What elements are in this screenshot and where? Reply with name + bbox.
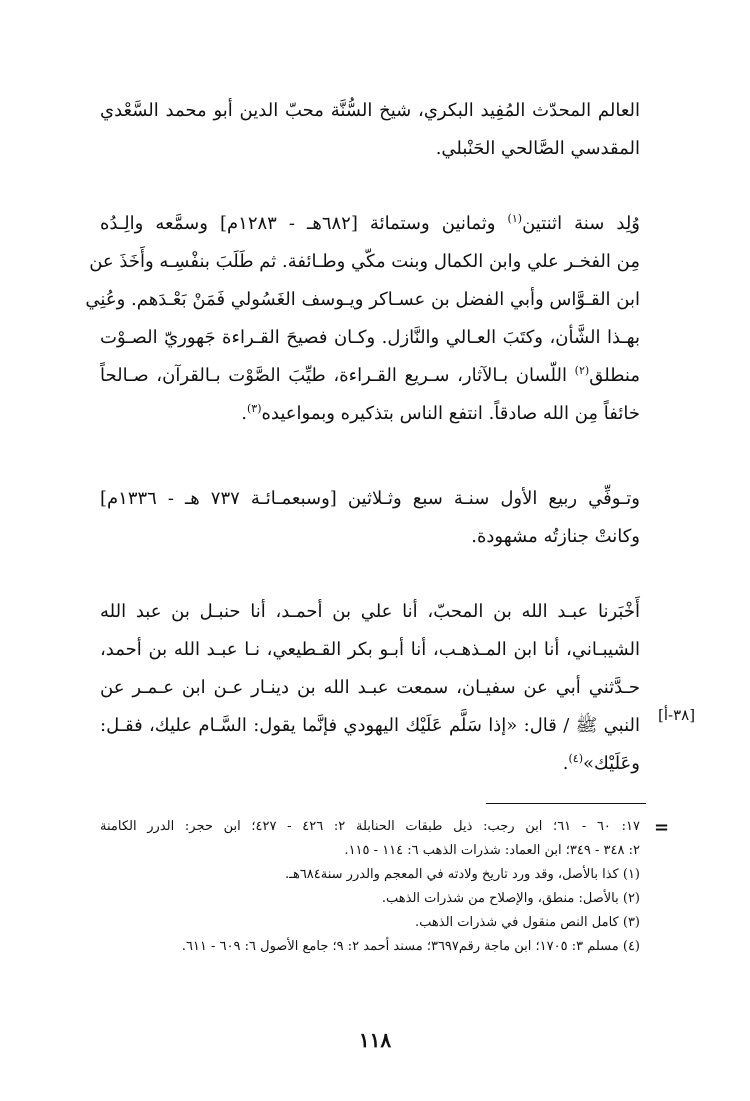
paragraph-biography-intro (100, 92, 640, 168)
text-line: وتـوفِّي ربيع الأول سنـة سبع وثـلاثين [وسبعمـائـة ٧٣٧ هـ - ١٣٣٦م] (100, 488, 641, 509)
text-line: وُلِد سنة اثنتين$^{(١)}$ وثمانين وستمائة [٦٨٢هـ - ١٢٨٣م] وسمَّعه والِـدُه (100, 212, 640, 234)
text-line: وعَلَيْك»$^{(٤)}$. (562, 752, 640, 774)
paragraph-birth-and-study (85, 205, 640, 433)
footnote-line: ٢: ٣٤٨ - ٣٤٩؛ ابن العماد: شذرات الذهب ٦: ١١٤ - ١١٥. (344, 843, 640, 858)
text-line: العالم المحدّث المُفِيد البكري، شيخ السُّنَّة محبّ الدين أبو محمد السَّعْدي (100, 100, 640, 121)
footnote-3: (٣) كامل النص منقول في شذرات الذهب. (415, 915, 640, 930)
footnote-ref[interactable]: (٢) (574, 364, 590, 377)
footnote-continuation-marker: = (654, 817, 670, 838)
page-number: ١١٨ (358, 1028, 392, 1052)
footnote-separator (486, 803, 646, 804)
footnote-1: (١) كذا بالأصل، وقد ورد تاريخ ولادته في المعجم والدرر سنة٦٨٤هـ. (285, 867, 640, 882)
text-line: أَخْبَرنا عبـد الله بن المحبّ، أنا علي بن أحمـد، أنا حنبـل بن عبد الله (100, 601, 640, 622)
text-line: الشيبـاني، أنا ابن المـذهـب، أنا أبـو بكر القـطيعي، نـا عبـد الله بن أحمد، (100, 639, 640, 660)
footnote-2: (٢) بالأصل: منطق، والإصلاح من شذرات الذهب. (381, 891, 640, 906)
paragraph-death (100, 480, 640, 556)
text-line: وكانتْ جنازتُه مشهودة. (471, 526, 640, 547)
footnote-ref[interactable]: (٣) (246, 402, 262, 415)
text-line: النبي ﷺ / قال: «إذا سَلَّم عَلَيْك اليهودي فإنَّما يقول: السَّـام عليك، فقـل: (100, 715, 640, 736)
text-line: منطلق$^{(٢)}$ اللّسان بـالآثار، سـريع القـراءة، طيِّبَ الصَّوْت بـالقرآن، صـالحاً (100, 364, 640, 386)
text-line: مِن الفخـر علي وابن الكمال وبنت مكّي وطـائفة. ثم طَلَبَ بنفْسِـه وأَخَذَ عن (89, 251, 640, 272)
footnote-ref[interactable]: (١) (507, 212, 523, 225)
manuscript-folio-reference: [٣٨-أ] (658, 706, 696, 724)
text-line: بهـذا الشَّأن، وكتَبَ العـالي والنَّازل. وكـان فصيحَ القـراءة جَهوريّ الصـوْت (100, 327, 640, 348)
footnotes (100, 815, 640, 959)
text-line: حـدَّثني أبي عن سفيـان، سمعت عبـد الله بن دينـار عـن ابن عـمـر عن (100, 677, 640, 698)
text-line: المقدسي الصَّالحي الحَنْبلي. (435, 138, 640, 159)
footnote-line: ١٧: ٦٠ - ٦١؛ ابن رجب: ذيل طبقات الحنابلة ٢: ٤٢٦ - ٤٢٧؛ ابن حجر: الدرر الكامنة (100, 819, 640, 834)
footnote-ref[interactable]: (٤) (568, 752, 583, 765)
text-line: ابن القـوَّاس وأبي الفضل بن عسـاكر ويـوسف الغَسُولي فَمَنْ بَعْـدَهم. وعُنِي (85, 289, 640, 310)
text-line: خائفاً مِن الله صادقاً. انتفع الناس بتذكيره وبمواعيده$^{(٣)}$. (241, 402, 640, 424)
paragraph-hadith-chain (100, 593, 640, 783)
footnote-4: (٤) مسلم ٣: ١٧٠٥؛ ابن ماجة رقم٣٦٩٧؛ مسند أحمد ٢: ٩؛ جامع الأصول ٦: ٦٠٩ - ٦١١. (181, 939, 640, 954)
